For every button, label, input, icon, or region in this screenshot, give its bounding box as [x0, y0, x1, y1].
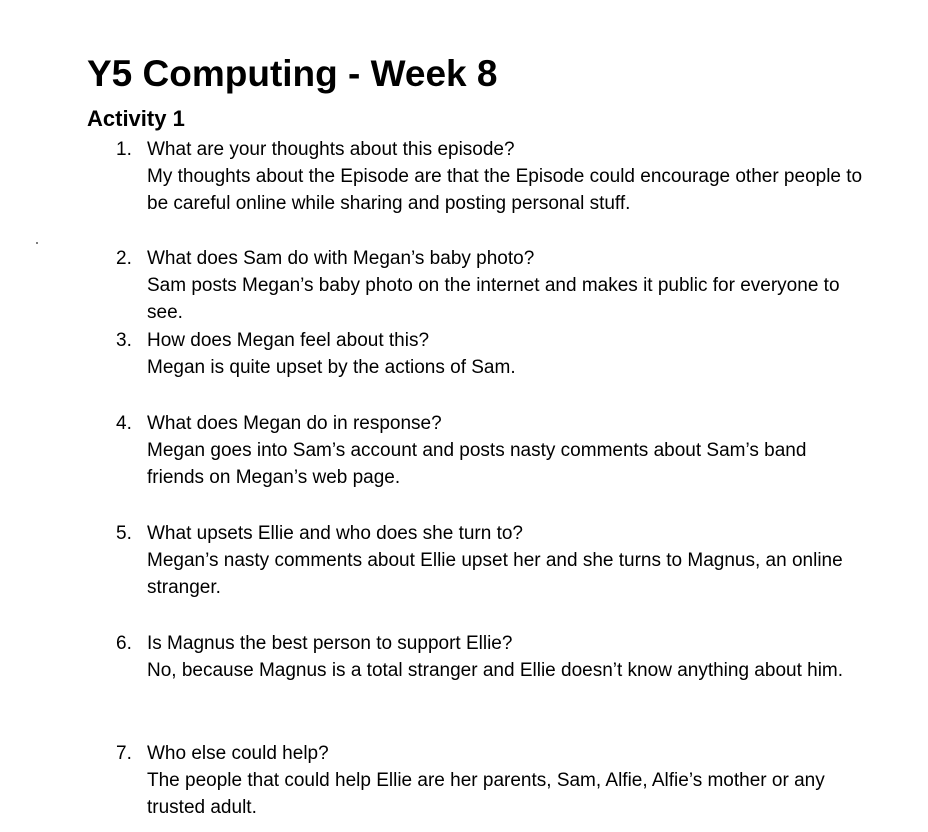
item-number: 2. — [116, 248, 132, 269]
answer-text: The people that could help Ellie are her parents, Sam, Alfie, Alfie’s mother or any trusted adult. — [147, 770, 825, 818]
item-body — [147, 740, 867, 821]
item-body — [147, 327, 867, 381]
answer-text: Megan’s nasty comments about Ellie upset her and she turns to Magnus, an online stranger. — [147, 550, 843, 598]
question-text: How does Megan feel about this? — [147, 330, 430, 351]
item-number: 4. — [116, 413, 132, 434]
item-body — [147, 630, 867, 684]
item-number: 6. — [116, 633, 132, 654]
question-text: Is Magnus the best person to support Ellie? — [147, 633, 513, 654]
item-number: 7. — [116, 743, 132, 764]
answer-text: Sam posts Megan’s baby photo on the internet and makes it public for everyone to see. — [147, 275, 840, 323]
answer-text: Megan goes into Sam’s account and posts nasty comments about Sam’s band friends on Megan’s web page. — [147, 440, 807, 488]
question-text: What upsets Ellie and who does she turn to? — [147, 523, 524, 544]
question-text: What does Sam do with Megan’s baby photo? — [147, 248, 535, 269]
answer-text: My thoughts about the Episode are that the Episode could encourage other people to be careful online while sharing and posting personal stuff. — [147, 166, 863, 214]
item-number: 3. — [116, 330, 132, 351]
question-text: What are your thoughts about this episode? — [147, 139, 515, 160]
item-body — [147, 245, 867, 326]
document-title: Y5 Computing - Week 8 — [87, 53, 498, 94]
stray-dot — [36, 242, 38, 244]
answer-text: No, because Magnus is a total stranger and Ellie doesn’t know anything about him. — [147, 660, 844, 681]
question-text: Who else could help? — [147, 743, 329, 764]
item-body — [147, 520, 867, 601]
activity-heading: Activity 1 — [87, 106, 185, 131]
item-number: 5. — [116, 523, 132, 544]
item-body — [147, 410, 867, 491]
item-number: 1. — [116, 139, 132, 160]
answer-text: Megan is quite upset by the actions of Sam. — [147, 357, 516, 378]
question-text: What does Megan do in response? — [147, 413, 442, 434]
item-body — [147, 136, 867, 217]
